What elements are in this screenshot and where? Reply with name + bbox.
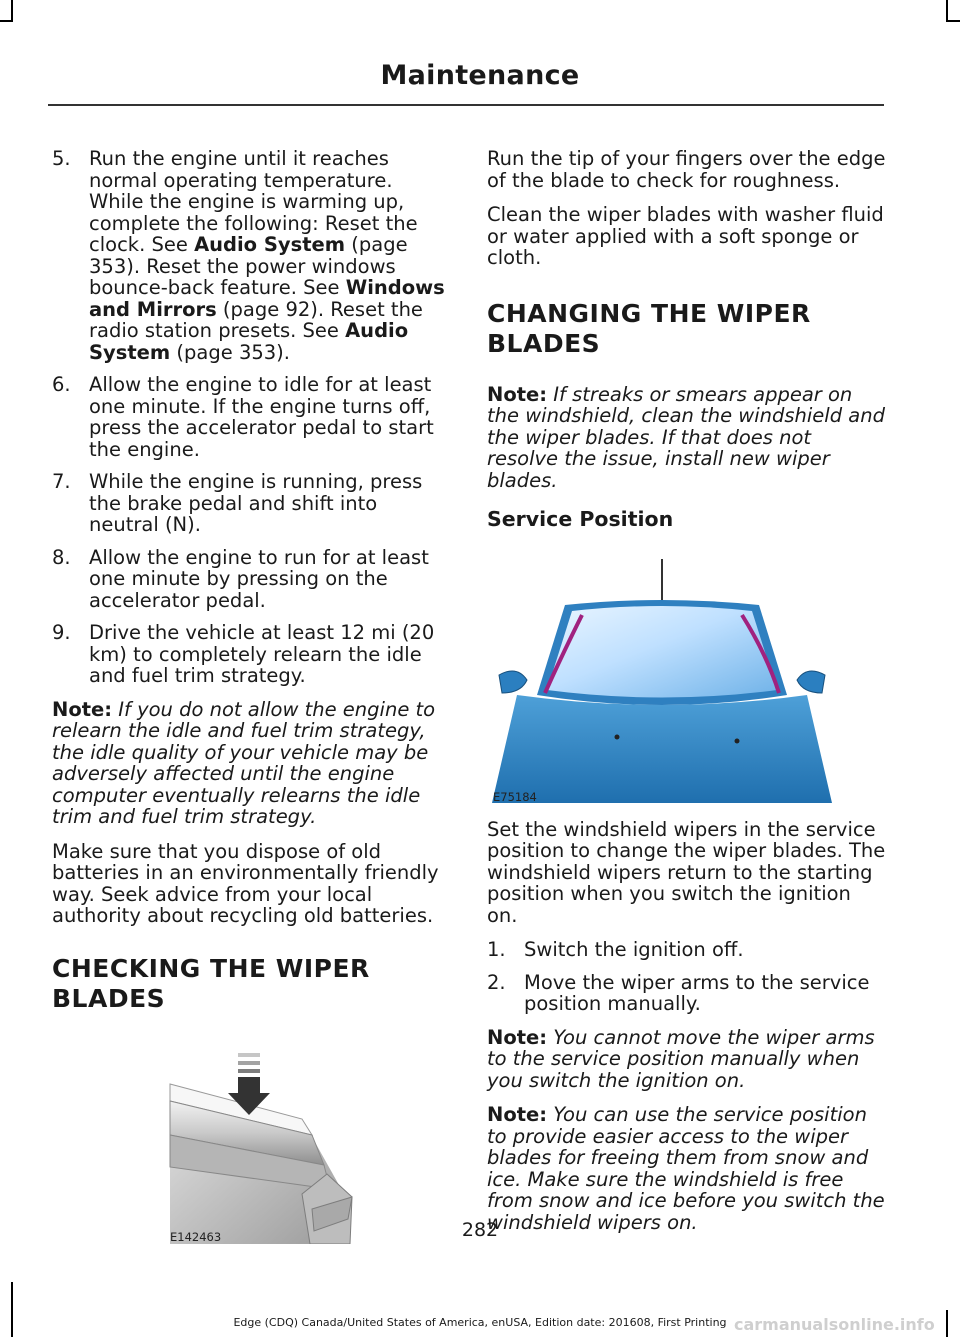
wiper-blade-check-figure	[52, 1039, 450, 1244]
step-number: 5.	[52, 147, 71, 170]
figure-code: E142463	[170, 1229, 222, 1244]
service-position-figure	[487, 545, 887, 803]
subheading-service-position: Service Position	[487, 507, 674, 531]
step-number: 8.	[52, 545, 71, 569]
step-text: Run the engine until it reaches normal operating temperature. While the engine is warming up, complete the following: Reset the clock. See	[89, 147, 418, 256]
note-label: Note:	[487, 382, 548, 406]
list-item	[52, 374, 450, 460]
list-item	[52, 547, 450, 612]
step-number: 7.	[52, 470, 71, 493]
note-text: You cannot move the wiper arms to the service position manually when you switch the ignition on.	[487, 1025, 875, 1092]
step-text: (page 353). Reset the power windows bounce-back feature. See	[89, 233, 408, 299]
footer-edition: Edge (CDQ) Canada/United States of America, enUSA, Edition date: 201608, First Printing	[233, 1316, 727, 1329]
wiper-blade-illustration	[52, 1039, 450, 1244]
step-number: 1.	[487, 938, 506, 961]
watermark-logo	[734, 1313, 954, 1335]
list-item	[52, 622, 450, 687]
section-heading-changing-wiper-blades: CHANGING THE WIPER BLADES	[487, 298, 811, 358]
step-text: Switch the ignition off.	[524, 938, 744, 961]
relearn-note	[52, 699, 450, 828]
step-text: Move the wiper arms to the service position manually.	[524, 970, 870, 1015]
cross-reference-link[interactable]: Audio System	[194, 233, 346, 256]
step-number: 2.	[487, 970, 506, 994]
svg-text:carmanualsonline.info: carmanualsonline.info	[734, 1315, 935, 1334]
section-heading-checking-wiper-blades: CHECKING THE WIPER BLADES	[52, 953, 370, 1013]
note-text: You can use the service position to provide easier access to the wiper blades for freeing them from snow and ice. Make sure the windshield is free from snow and ice before you switch the windshield wipers on.	[487, 1103, 885, 1234]
step-text: (page 353).	[170, 340, 290, 364]
car-windshield-illustration	[487, 545, 887, 803]
page-title: Maintenance	[380, 60, 580, 91]
service-position-text: Set the windshield wipers in the service position to change the wiper blades. The windshield wipers return to the starting position when you switch the ignition on.	[487, 817, 886, 927]
page-number: 282	[461, 1219, 499, 1241]
step-text: Drive the vehicle at least 12 mi (20 km) to completely relearn the idle and fuel trim strategy.	[89, 621, 435, 687]
battery-disposal-text: Make sure that you dispose of old batteries in an environmentally friendly way. Seek advice from your local authority about recycling old batteries.	[52, 839, 439, 927]
snow-ice-note	[487, 1104, 887, 1233]
list-item	[52, 471, 450, 536]
cross-reference-link[interactable]: Windows and Mirrors	[89, 276, 445, 321]
clean-instructions: Clean the wiper blades with washer fluid or water applied with a soft sponge or cloth.	[487, 203, 884, 269]
step-text: Allow the engine to run for at least one minute by pressing on the accelerator pedal.	[89, 545, 429, 612]
crop-mark	[0, 20, 13, 22]
streaks-note	[487, 384, 887, 492]
list-item	[52, 148, 450, 363]
crop-mark	[11, 0, 13, 20]
step-number: 6.	[52, 373, 71, 396]
figure-code: E75184	[493, 789, 537, 804]
cross-reference-link[interactable]: Audio System	[89, 319, 409, 364]
note-label: Note:	[487, 1025, 548, 1049]
list-item	[487, 939, 887, 961]
note-text: If you do not allow the engine to relearn the idle and fuel trim strategy, the idle quality of your vehicle may be adversely affected until the engine computer eventually relearns the idle trim and fuel trim strategy.	[52, 697, 436, 828]
step-number: 9.	[52, 621, 71, 644]
step-text: While the engine is running, press the brake pedal and shift into neutral (N).	[89, 470, 423, 536]
ignition-note	[487, 1027, 887, 1092]
service-steps-list	[487, 939, 887, 1015]
relearn-steps-list	[52, 148, 450, 687]
note-label: Note:	[52, 697, 113, 721]
check-instructions: Run the tip of your fingers over the edge of the blade to check for roughness.	[487, 147, 886, 192]
list-item	[487, 972, 887, 1015]
note-text: If streaks or smears appear on the windshield, clean the windshield and the wiper blades. If that does not resolve the issue, install new wiper blades.	[487, 382, 885, 492]
left-column	[52, 148, 450, 1244]
crop-mark	[946, 20, 960, 22]
step-text: (page 92). Reset the radio station presets. See	[89, 297, 423, 342]
right-column	[487, 148, 887, 1246]
note-label: Note:	[487, 1103, 548, 1126]
step-text: Allow the engine to idle for at least one minute. If the engine turns off, press the accelerator pedal to start the engine.	[89, 373, 434, 461]
header-divider	[48, 104, 884, 106]
crop-mark	[946, 0, 948, 20]
